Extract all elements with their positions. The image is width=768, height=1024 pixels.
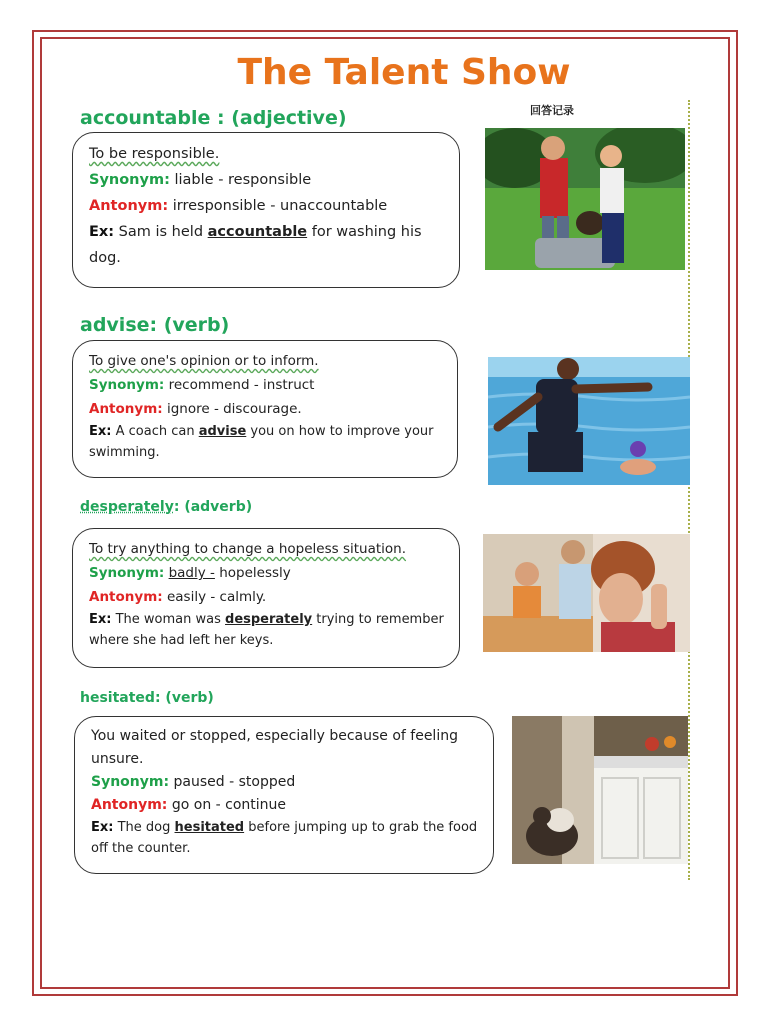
antonym-text: easily - calmly. (162, 589, 267, 605)
example-text: The dog (113, 820, 175, 835)
synonym-line (89, 167, 445, 193)
synonym-text: recommend - instruct (164, 377, 315, 393)
vocab-card-desperately (72, 528, 460, 668)
synonym-label: Synonym: (89, 377, 165, 393)
example-label: Ex: (89, 224, 115, 240)
page-title: The Talent Show (237, 52, 571, 93)
vocab-card-advise (72, 340, 458, 478)
definition: To try anything to change a hopeless situation. (89, 541, 407, 557)
dotted-divider (688, 100, 690, 880)
vocab-heading-desperately (80, 499, 252, 515)
antonym-line (89, 193, 445, 219)
vocab-heading-accountable (80, 107, 347, 129)
example-line (91, 817, 479, 859)
example-text: A coach can (111, 424, 199, 439)
vocab-heading-hesitated (80, 690, 214, 706)
antonym-label: Antonym: (91, 797, 168, 813)
example-text: trying to remember where she had left her keys. (89, 612, 444, 648)
antonym-label: Antonym: (89, 401, 163, 417)
example-label: Ex: (91, 820, 114, 835)
vocab-card-accountable (72, 132, 460, 288)
part-of-speech: : (adverb) (173, 499, 253, 515)
synonym-line (89, 561, 445, 585)
antonym-text: ignore - discourage. (162, 401, 302, 417)
antonym-text: go on - continue (167, 797, 287, 813)
antonym-text: irresponsible - unaccountable (168, 198, 388, 214)
example-line (89, 609, 445, 651)
photo-caption: 回答记录 (530, 104, 574, 117)
example-highlight: desperately (225, 612, 313, 627)
example-text: before jumping up to grab the food off the counter. (91, 820, 478, 856)
antonym-line (89, 585, 445, 609)
example-text: you on how to improve your swimming. (89, 424, 434, 460)
part-of-speech: : (adjective) (216, 107, 347, 129)
example-text: for washing his dog. (89, 224, 422, 266)
photo-stressed-woman (483, 534, 690, 652)
synonym-label: Synonym: (89, 172, 170, 188)
vocab-card-hesitated (74, 716, 494, 874)
antonym-label: Antonym: (89, 198, 169, 214)
vocab-word: advise (80, 314, 150, 336)
example-line (89, 219, 445, 271)
synonym-line (89, 373, 443, 397)
synonym-text: liable - responsible (169, 172, 312, 188)
synonym-text: hopelessly (214, 565, 291, 581)
example-text: The woman was (111, 612, 226, 627)
antonym-line (89, 397, 443, 421)
example-highlight: hesitated (174, 820, 245, 835)
vocab-heading-advise (80, 314, 229, 336)
part-of-speech: : (verb) (154, 690, 214, 706)
definition: To be responsible. (89, 146, 220, 162)
photo-coach-swimming (488, 357, 690, 485)
example-line (89, 421, 443, 463)
vocab-word: accountable (80, 107, 211, 129)
vocab-word: hesitated (80, 690, 155, 706)
example-text: Sam is held (114, 224, 208, 240)
example-highlight: accountable (207, 224, 308, 240)
example-label: Ex: (89, 612, 112, 627)
definition: To give one's opinion or to inform. (89, 353, 319, 369)
synonym-text: paused - stopped (169, 774, 296, 790)
synonym-text-underlined: badly - (168, 565, 215, 581)
part-of-speech: : (verb) (149, 314, 230, 336)
synonym-label: Synonym: (89, 565, 165, 581)
antonym-label: Antonym: (89, 589, 163, 605)
photo-boy-washing-dog (485, 128, 685, 270)
definition: You waited or stopped, especially because of feeling unsure. (91, 728, 458, 767)
synonym-line (91, 771, 479, 794)
example-label: Ex: (89, 424, 112, 439)
photo-dog-kitchen (512, 716, 688, 864)
example-highlight: advise (198, 424, 247, 439)
antonym-line (91, 794, 479, 817)
synonym-label: Synonym: (91, 774, 170, 790)
vocab-word: desperately (80, 499, 174, 515)
